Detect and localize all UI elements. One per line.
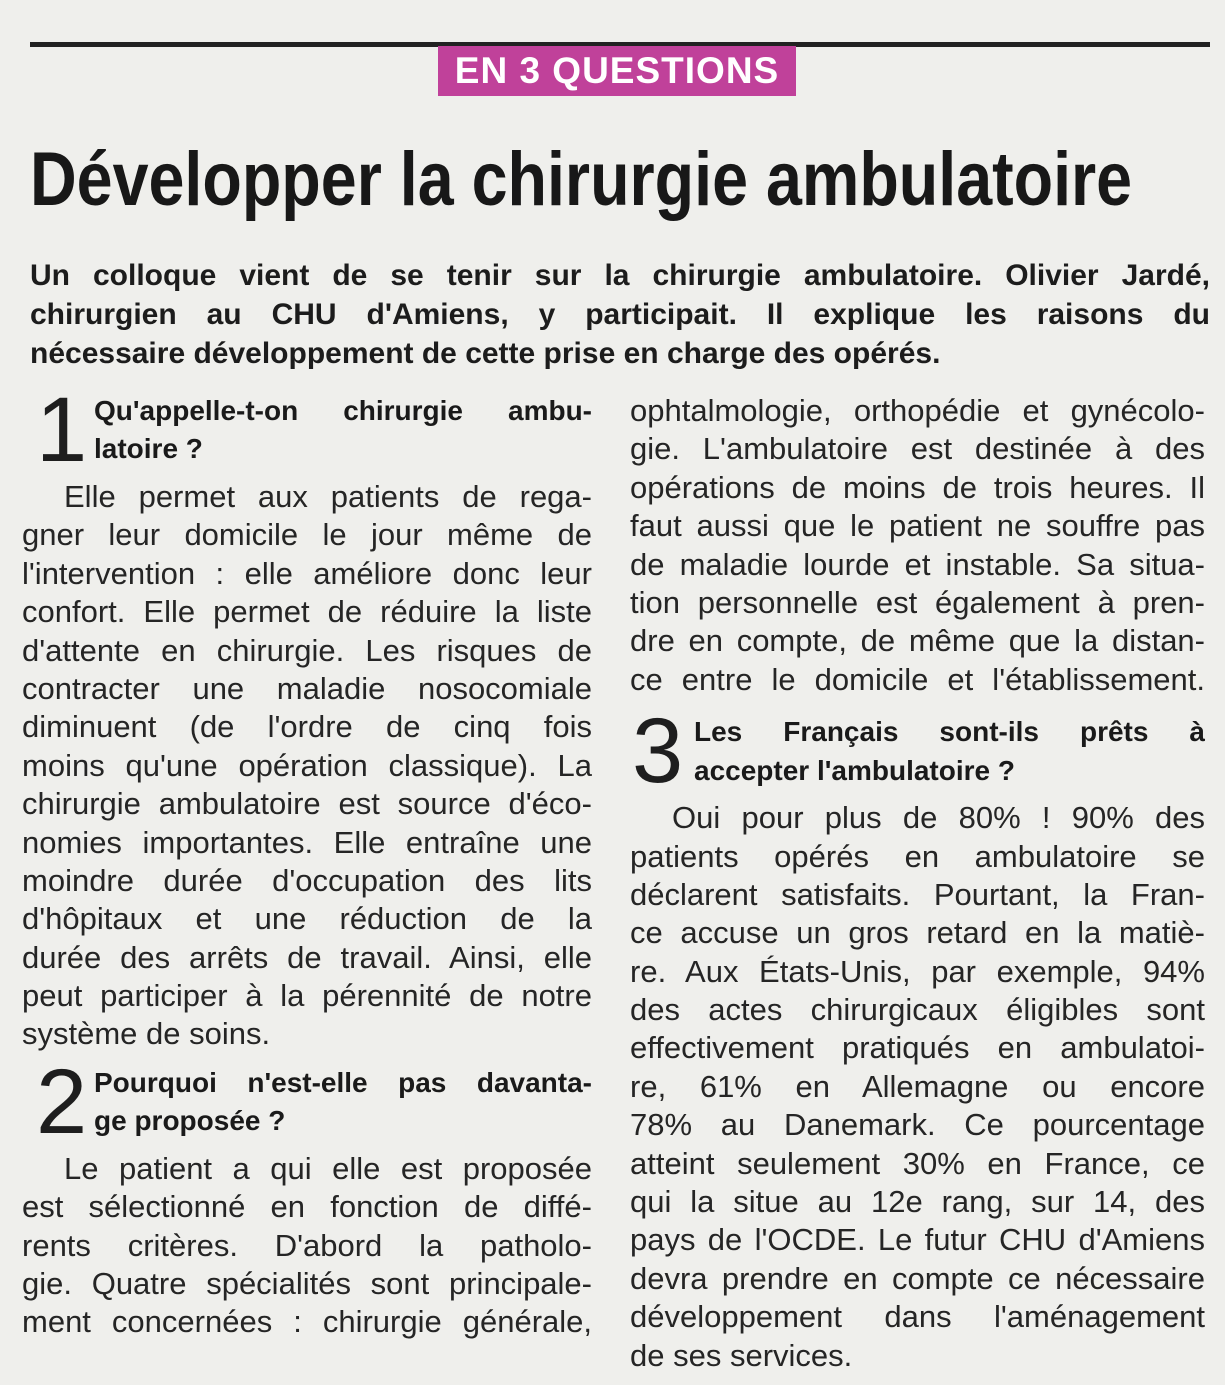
answer-line: ce accuse un gros retard en la matiè-	[630, 915, 1205, 951]
answer-line: de maladie lourde et instable. Sa situa-	[630, 546, 1205, 582]
lede-line: Un colloque vient de se tenir sur la chirurgie ambulatoire. Olivier Jardé,	[30, 259, 1210, 292]
answer-line: tion personnelle est également à pren-	[630, 584, 1205, 620]
answer-line: durée des arrêts de travail. Ainsi, elle	[22, 939, 592, 975]
answer-line: Oui pour plus de 80% ! 90% des	[672, 800, 1205, 836]
answer-line: gie. L'ambulatoire est destinée à des	[630, 431, 1205, 467]
headline: Développer la chirurgie ambulatoire	[30, 137, 1133, 222]
answer-line: d'hôpitaux et une réduction de la	[22, 901, 592, 937]
answer-line: effectivement pratiqués en ambulatoi-	[630, 1030, 1205, 1066]
question-3	[630, 700, 1205, 803]
lede-line: nécessaire développement de cette prise en charge des opérés.	[30, 337, 941, 370]
answer-line: patients opérés en ambulatoire se	[630, 838, 1205, 874]
lede	[30, 256, 1210, 373]
question-2	[22, 1050, 592, 1153]
answer-line: l'intervention : elle améliore donc leur	[22, 555, 592, 591]
answer-line: peut participer à la pérennité de notre	[22, 978, 592, 1014]
answer-2-continued	[630, 392, 1205, 699]
answer-line: confort. Elle permet de réduire la liste	[22, 594, 592, 630]
answer-line: opérations de moins de trois heures. Il	[630, 469, 1205, 505]
answer-1	[22, 478, 592, 1054]
answer-2	[22, 1150, 592, 1342]
answer-line: moins qu'une opération classique). La	[22, 747, 592, 783]
question-text	[94, 1064, 592, 1141]
answer-line: ment concernées : chirurgie générale,	[22, 1304, 592, 1340]
question-line: latoire ?	[94, 433, 203, 465]
answer-line: système de soins.	[22, 1016, 271, 1052]
answer-line: développement dans l'aménagement	[630, 1299, 1205, 1335]
question-text	[694, 713, 1205, 790]
answer-line: re. Aux États-Unis, par exemple, 94%	[630, 953, 1205, 989]
answer-line: des actes chirurgicaux éligibles sont	[630, 992, 1205, 1028]
left-column	[22, 379, 592, 1342]
question-line: Pourquoi n'est-elle pas davanta-	[94, 1066, 592, 1098]
answer-line: ophtalmologie, orthopédie et gynécolo-	[630, 393, 1205, 428]
question-number: 3	[632, 700, 684, 803]
answer-line: devra prendre en compte ce nécessaire	[630, 1260, 1205, 1296]
section-kicker: EN 3 QUESTIONS	[438, 46, 796, 96]
answer-line: moindre durée d'occupation des lits	[22, 862, 592, 898]
question-1	[22, 379, 592, 481]
question-number: 2	[36, 1050, 88, 1153]
answer-line: ce entre le domicile et l'établissement.	[630, 661, 1205, 697]
lede-line: chirurgien au CHU d'Amiens, y participait. Il explique les raisons du	[30, 298, 1210, 331]
right-column	[630, 392, 1205, 1375]
answer-3	[630, 799, 1205, 1375]
answer-line: d'attente en chirurgie. Les risques de	[22, 632, 592, 668]
answer-line: contracter une maladie nosocomiale	[22, 670, 592, 706]
answer-line: 78% au Danemark. Ce pourcentage	[630, 1107, 1205, 1143]
answer-line: Le patient a qui elle est proposée	[64, 1150, 592, 1186]
question-number: 1	[36, 379, 88, 481]
answer-line: chirurgie ambulatoire est source d'éco-	[22, 786, 592, 822]
question-line: accepter l'ambulatoire ?	[694, 754, 1015, 786]
answer-line: atteint seulement 30% en France, ce	[630, 1145, 1205, 1181]
question-line: ge proposée ?	[94, 1105, 286, 1137]
answer-line: Elle permet aux patients de rega-	[64, 479, 592, 514]
answer-line: dre en compte, de même que la distan-	[630, 623, 1205, 659]
question-text	[94, 392, 592, 469]
answer-line: pays de l'OCDE. Le futur CHU d'Amiens	[630, 1222, 1205, 1258]
answer-line: faut aussi que le patient ne souffre pas	[630, 508, 1205, 544]
answer-line: qui la situe au 12e rang, sur 14, des	[630, 1184, 1205, 1220]
answer-line: nomies importantes. Elle entraîne une	[22, 824, 592, 860]
answer-line: rents critères. D'abord la patholo-	[22, 1227, 592, 1263]
answer-line: déclarent satisfaits. Pourtant, la Fran-	[630, 876, 1205, 912]
answer-line: gie. Quatre spécialités sont principale-	[22, 1266, 592, 1302]
answer-line: gner leur domicile le jour même de	[22, 517, 592, 553]
question-line: Qu'appelle-t-on chirurgie ambu-	[94, 395, 592, 426]
answer-line: diminuent (de l'ordre de cinq fois	[22, 709, 592, 745]
question-line: Les Français sont-ils prêts à	[694, 716, 1205, 748]
answer-line: de ses services.	[630, 1337, 853, 1373]
answer-line: re, 61% en Allemagne ou encore	[630, 1068, 1205, 1104]
answer-line: est sélectionné en fonction de diffé-	[22, 1189, 592, 1225]
